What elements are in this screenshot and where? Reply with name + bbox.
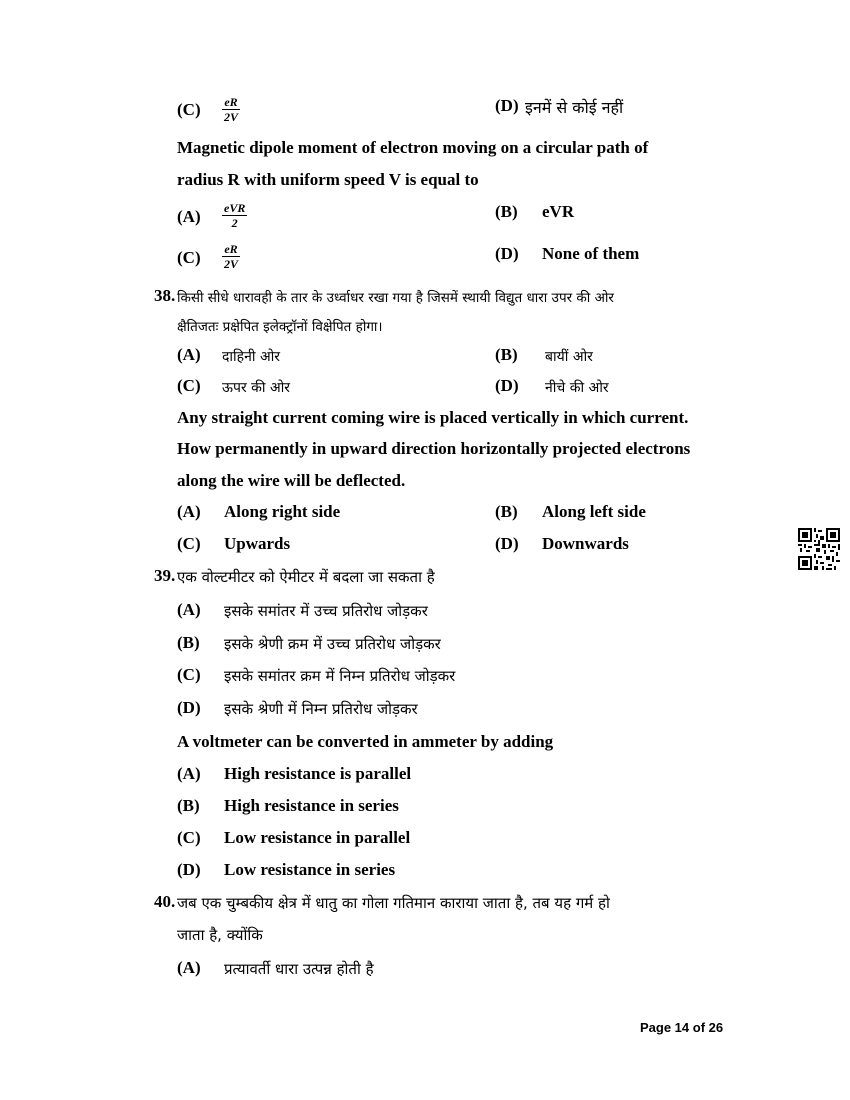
fraction-denominator: 2: [231, 216, 238, 230]
q37-option-d-label: (D): [495, 244, 519, 263]
q38-en-option-b-label: (B): [495, 502, 518, 521]
q37-option-a-label: (A): [177, 207, 201, 226]
q39-en-option-a-label: (A): [177, 764, 201, 783]
q38-hi-option-b-label: (B): [495, 345, 518, 364]
q38-english-line3: along the wire will be deflected.: [177, 471, 406, 490]
q39-en-option-c-text: Low resistance in parallel: [224, 828, 411, 847]
q37-question-line2: radius R with uniform speed V is equal to: [177, 170, 479, 189]
q40-hindi-line2: जाता है, क्योंकि: [177, 926, 263, 944]
q36-option-d-label: (D): [495, 96, 519, 115]
fraction-numerator: eVR: [224, 201, 246, 215]
q38-hi-option-a-label: (A): [177, 345, 201, 364]
q38-hindi-line1: किसी सीधे धारावही के तार के उर्ध्वाधर रखा गया है जिसमें स्थायी विद्युत धारा उपर की ओर: [177, 290, 614, 306]
q38-hi-option-c-label: (C): [177, 376, 201, 395]
fraction-denominator: 2V: [224, 110, 239, 124]
q37-option-b-label: (B): [495, 202, 518, 221]
q38-hi-option-b-text: बायीं ओर: [545, 349, 593, 365]
q37-question-line1: Magnetic dipole moment of electron moving on a circular path of: [177, 138, 649, 157]
q40-option-a-label: (A): [177, 958, 201, 977]
q39-en-option-b-label: (B): [177, 796, 200, 815]
q38-en-option-a-text: Along right side: [224, 502, 341, 521]
q40-option-a-text: प्रत्यावर्ती धारा उत्पन्न होती है: [224, 960, 374, 978]
q39-hi-option-c-text: इसके समांतर क्रम में निम्न प्रतिरोध जोड़कर: [224, 667, 456, 685]
q39-en-option-d-label: (D): [177, 860, 201, 879]
q40-hindi-line1: जब एक चुम्बकीय क्षेत्र में धातु का गोला गतिमान काराया जाता है, तब यह गर्म हो: [177, 894, 610, 912]
q40-number: 40.: [154, 892, 176, 911]
q37-option-c-fraction: [222, 242, 240, 271]
q39-hi-option-d-text: इसके श्रेणी में निम्न प्रतिरोध जोड़कर: [224, 700, 418, 718]
fraction-numerator: eR: [224, 242, 238, 256]
q36-option-c-label: (C): [177, 100, 201, 119]
q38-hindi-line2: क्षैतिजतः प्रक्षेपित इलेक्ट्रॉनों विक्षेपित होगा।: [177, 319, 383, 335]
q39-hi-option-c-label: (C): [177, 665, 201, 684]
q39-hi-option-a-label: (A): [177, 600, 201, 619]
q38-en-option-d-label: (D): [495, 534, 519, 553]
q36-option-d-text: इनमें से कोई नहीं: [525, 98, 624, 117]
q38-hi-option-d-label: (D): [495, 376, 519, 395]
q39-en-option-c-label: (C): [177, 828, 201, 847]
q39-en-option-b-text: High resistance in series: [224, 796, 399, 815]
q39-hi-option-d-label: (D): [177, 698, 201, 717]
q39-en-option-d-text: Low resistance in series: [224, 860, 396, 879]
qr-code-icon: [798, 528, 840, 570]
q38-english-line1: Any straight current coming wire is placed vertically in which current.: [177, 408, 689, 427]
q37-option-d-text: None of them: [542, 244, 640, 263]
q38-en-option-c-label: (C): [177, 534, 201, 553]
q36-option-c-fraction: [222, 95, 240, 124]
page-number: Page 14 of 26: [640, 1020, 724, 1035]
q39-hi-option-b-text: इसके श्रेणी क्रम में उच्च प्रतिरोध जोड़कर: [224, 635, 441, 653]
q39-number: 39.: [154, 566, 176, 585]
q39-english-question: A voltmeter can be converted in ammeter by adding: [177, 732, 554, 751]
q38-hi-option-d-text: नीचे की ओर: [545, 380, 609, 396]
fraction-denominator: 2V: [224, 257, 239, 271]
q39-hi-option-b-label: (B): [177, 633, 200, 652]
q38-en-option-c-text: Upwards: [224, 534, 291, 553]
q38-en-option-b-text: Along left side: [542, 502, 646, 521]
q37-option-a-fraction: [222, 201, 247, 230]
q38-en-option-a-label: (A): [177, 502, 201, 521]
q37-option-b-text: eVR: [542, 202, 575, 221]
q38-number: 38.: [154, 286, 176, 305]
q38-hi-option-a-text: दाहिनी ओर: [222, 349, 281, 365]
q39-hindi-question: एक वोल्टमीटर को ऐमीटर में बदला जा सकता है: [177, 568, 435, 586]
q39-en-option-a-text: High resistance is parallel: [224, 764, 412, 783]
fraction-numerator: eR: [224, 95, 238, 109]
q38-english-line2: How permanently in upward direction horizontally projected electrons: [177, 439, 691, 458]
q38-en-option-d-text: Downwards: [542, 534, 629, 553]
q37-option-c-label: (C): [177, 248, 201, 267]
q38-hi-option-c-text: ऊपर की ओर: [222, 380, 290, 396]
q39-hi-option-a-text: इसके समांतर में उच्च प्रतिरोध जोड़कर: [224, 602, 428, 620]
